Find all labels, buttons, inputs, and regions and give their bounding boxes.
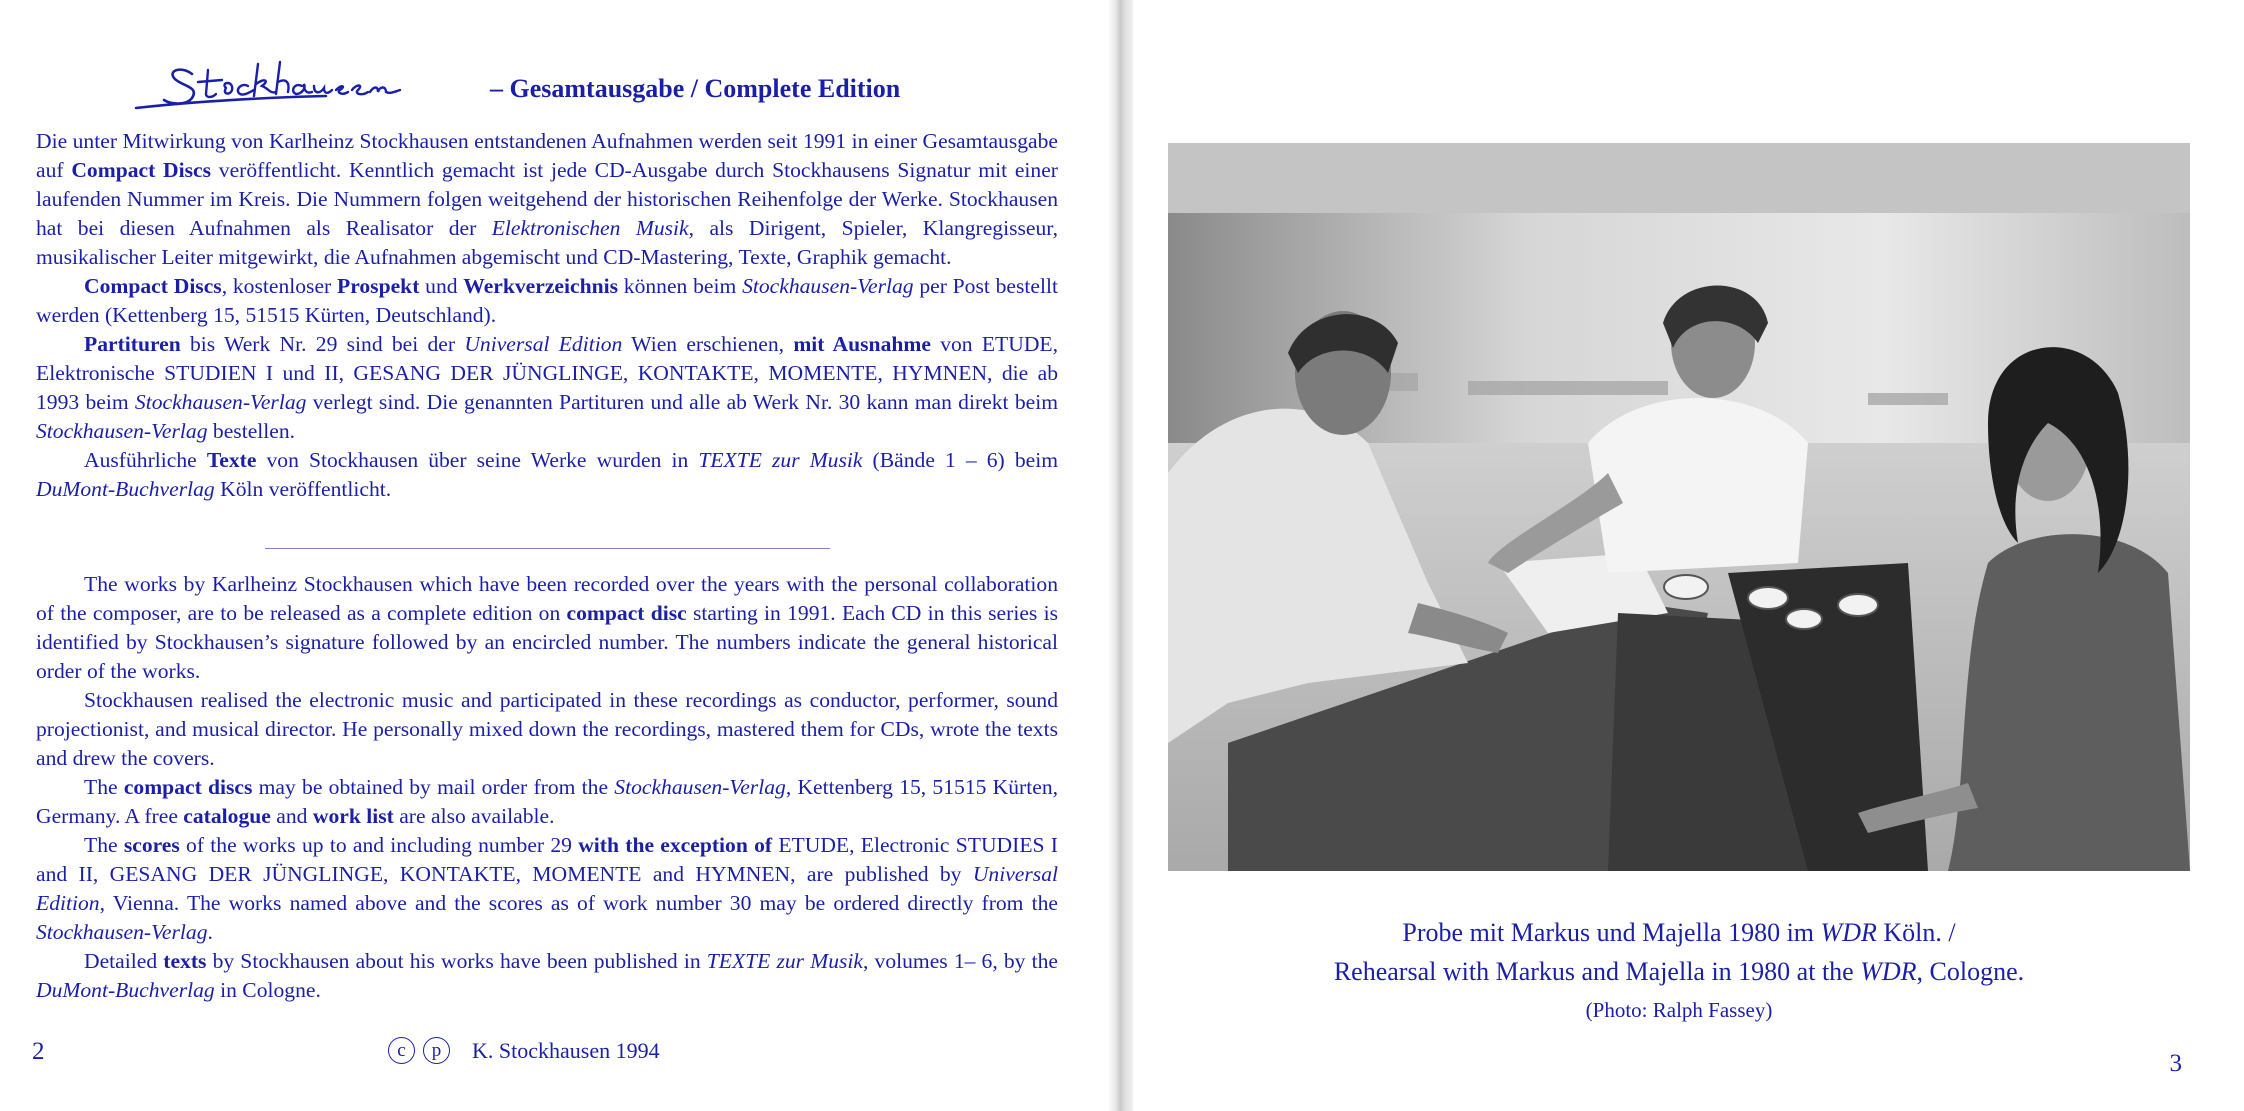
- text-run: mit Ausnahme: [793, 332, 931, 356]
- text-run: per Post bestellt werden (Kettenberg 15, 51515 Kürten, Deutschland).: [36, 274, 1058, 327]
- english-paragraph-3: [36, 773, 1058, 831]
- text-run: texts: [163, 949, 207, 973]
- text-run: WDR: [1820, 918, 1877, 947]
- text-run: compact discs: [123, 775, 253, 799]
- text-run: Compact Discs: [71, 158, 212, 182]
- english-text: [36, 570, 1058, 1005]
- photo-credit: (Photo: Ralph Fassey): [1585, 998, 1773, 1022]
- spine-gutter: [1108, 0, 1134, 1111]
- text-run: Stockhausen-Verlag: [742, 274, 914, 298]
- text-run: starting in 1991. Each CD in this series is identified by Stockhausen’s signature followed by an encircled number. The numbers indicate the general historical order of the works.: [36, 601, 1058, 683]
- text-run: The works by Karlheinz Stockhausen which have been recorded over the years with the personal collaboration of the composer, are to be released as a complete edition on: [36, 572, 1058, 625]
- text-run: Universal Edition: [36, 862, 1058, 915]
- text-run: Texte: [206, 448, 257, 472]
- text-run: ETUDE, Electronic STUDIES I and II, GESANG DER JÜNGLINGE, KONTAKTE, MOMENTE and HYMNEN, are published by: [36, 833, 1058, 886]
- text-run: Köln. /: [1876, 918, 1956, 947]
- text-run: with the exception of: [578, 833, 773, 857]
- text-run: können beim: [618, 274, 743, 298]
- text-run: DuMont-Buchverlag: [36, 978, 215, 1002]
- section-divider: [265, 548, 830, 549]
- text-run: bis Werk Nr. 29 sind bei der: [180, 332, 465, 356]
- text-run: Die unter Mitwirkung von Karlheinz Stockhausen entstandenen Aufnahmen werden seit 1991 in einer Gesamtausgabe auf: [36, 129, 1058, 182]
- page-number-left: 2: [32, 1038, 45, 1065]
- german-paragraph-1: [36, 127, 1058, 272]
- text-run: Werkverzeichnis: [463, 274, 619, 298]
- text-run: (Bände 1 – 6) beim: [862, 448, 1058, 472]
- text-run: Rehearsal with Markus and Majella in 1980 at the: [1333, 957, 1861, 986]
- edition-title: – Gesamtausgabe / Complete Edition: [490, 74, 901, 103]
- text-run: Elektronischen Musik: [491, 216, 689, 240]
- text-run: may be obtained by mail order from the: [252, 775, 615, 799]
- text-run: Partituren: [84, 332, 181, 356]
- text-run: in Cologne.: [214, 978, 321, 1002]
- text-run: Stockhausen-Verlag: [614, 775, 786, 799]
- text-run: WDR: [1860, 957, 1917, 986]
- text-run: .: [207, 920, 213, 944]
- text-run: scores: [123, 833, 180, 857]
- text-run: Detailed: [84, 949, 164, 973]
- english-paragraph-2: [36, 686, 1058, 773]
- text-run: are also available.: [393, 804, 555, 828]
- english-paragraph-5: [36, 947, 1058, 1005]
- text-run: The: [84, 775, 124, 799]
- text-run: von Stockhausen über seine Werke wurden in: [256, 448, 699, 472]
- text-run: Wien erschienen,: [622, 332, 794, 356]
- text-run: , volumes 1– 6, by the: [863, 949, 1058, 973]
- text-run: Stockhausen-Verlag: [36, 920, 208, 944]
- text-run: Stockhausen realised the electronic music and participated in these recordings as conductor, performer, sound projectionist, and musical director. He personally mixed down the recordings, mastered them for CDs, wrote the texts and drew the covers.: [36, 688, 1058, 770]
- text-run: Ausführliche: [84, 448, 207, 472]
- german-paragraph-3: [36, 330, 1058, 446]
- text-run: Köln veröffentlicht.: [214, 477, 392, 501]
- text-run: , Cologne.: [1916, 957, 2025, 986]
- text-run: TEXTE zur Musik: [698, 448, 863, 472]
- text-run: von ETUDE, Elektronische STUDIEN I und II, GESANG DER JÜNGLINGE, KONTAKTE, MOMENTE, HYMNEN, die ab 1993 beim: [36, 332, 1058, 414]
- text-run: catalogue: [183, 804, 271, 828]
- text-run: The: [84, 833, 124, 857]
- text-run: DuMont-Buchverlag: [36, 477, 215, 501]
- text-run: Universal Edition: [464, 332, 623, 356]
- stockhausen-signature: [130, 56, 480, 114]
- text-run: TEXTE zur Musik: [706, 949, 863, 973]
- text-run: , kostenloser: [221, 274, 337, 298]
- text-run: bestellen.: [207, 419, 296, 443]
- left-page: [0, 0, 1117, 1111]
- english-paragraph-4: [36, 831, 1058, 947]
- german-paragraph-2: [36, 272, 1058, 330]
- text-run: veröffentlicht. Kenntlich gemacht ist jede CD-Ausgabe durch Stockhausens Signatur mit einer laufenden Nummer im Kreis. Die Nummern folgen weitgehend der historischen Reihenfolge der Werke. Stockhausen hat bei diesen Aufnahmen als Realisator der: [36, 158, 1058, 240]
- text-run: Stockhausen-Verlag: [134, 390, 307, 414]
- photo-caption-german: [1168, 918, 2190, 948]
- text-run: Probe mit Markus und Majella 1980 im: [1402, 918, 1821, 947]
- copyright-line: [388, 1037, 660, 1064]
- text-run: , Vienna. The works named above and the scores as of work number 30 may be ordered directly from the: [99, 891, 1058, 915]
- text-run: verlegt sind. Die genannten Partituren und alle ab Werk Nr. 30 kann man direkt beim: [306, 390, 1058, 414]
- text-run: Compact Discs: [84, 274, 222, 298]
- rehearsal-photo: [1168, 143, 2190, 871]
- text-run: , als Dirigent, Spieler, Klangregisseur, musikalischer Leiter mitgewirkt, die Aufnahmen abgemischt und CD-Mastering, Texte, Graphik gemacht.: [36, 216, 1058, 269]
- photo-caption-english: [1168, 957, 2190, 987]
- copyright-c-icon: c: [388, 1037, 415, 1064]
- german-text: [36, 127, 1058, 504]
- text-run: work list: [312, 804, 394, 828]
- text-run: Stockhausen-Verlag: [36, 419, 208, 443]
- text-run: and: [270, 804, 313, 828]
- phonogram-p-icon: p: [423, 1037, 450, 1064]
- text-run: Prospekt: [337, 274, 420, 298]
- text-run: of the works up to and including number 29: [179, 833, 579, 857]
- text-run: und: [419, 274, 464, 298]
- page-number-right: 3: [2169, 1050, 2182, 1077]
- copyright-text: K. Stockhausen 1994: [472, 1037, 660, 1063]
- text-run: , Kettenberg 15, 51515 Kürten, Germany. A free: [36, 775, 1059, 828]
- german-paragraph-4: [36, 446, 1058, 504]
- text-run: compact disc: [566, 601, 687, 625]
- edition-header: [130, 62, 900, 114]
- text-run: by Stockhausen about his works have been published in: [206, 949, 707, 973]
- english-paragraph-1: [36, 570, 1058, 686]
